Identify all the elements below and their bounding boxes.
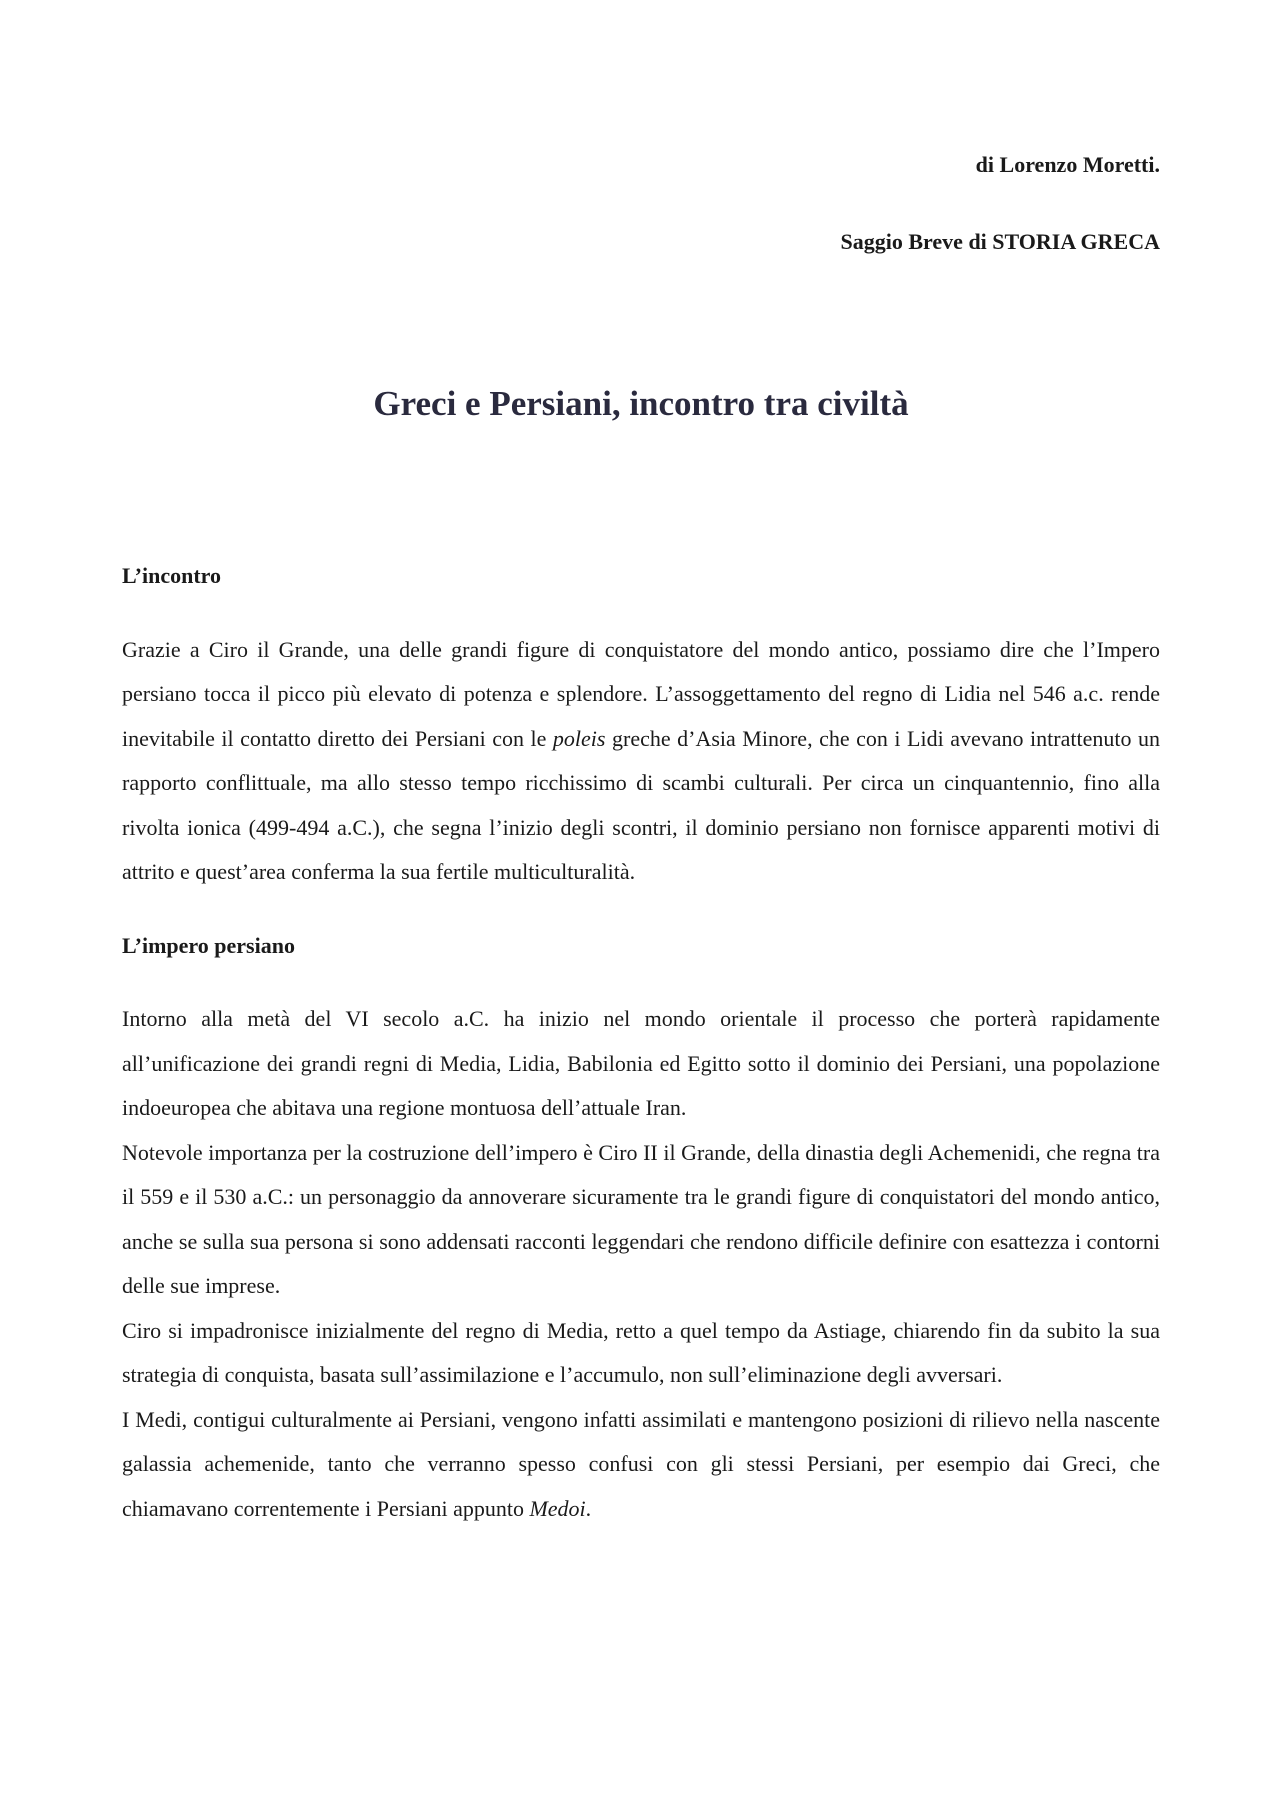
author-line: di Lorenzo Moretti. (975, 152, 1160, 177)
document-title: Greci e Persiani, incontro tra civiltà (373, 384, 909, 423)
paragraph-text: I Medi, contigui culturalmente ai Persiani, vengono infatti assimilati e mantengono posizioni di rilievo nella nascente galassia achemenide, tanto che verranno spesso confusi con gli stessi Persiani, per esempio dai Greci, che chiamavano correntemente i Persiani appunto (122, 1406, 1160, 1521)
essay-subtitle: Saggio Breve di STORIA GRECA (840, 229, 1160, 254)
italic-term-poleis: poleis (552, 725, 606, 751)
section-heading-incontro: L’incontro (122, 563, 222, 588)
paragraph-impero-4 (122, 1398, 1160, 1532)
paragraph-text: greche d’Asia Minore, che con i Lidi avevano intrattenuto un rapporto conflittuale, ma allo stesso tempo ricchissimo di scambi culturali. Per circa un cinquantennio, fino alla rivolta ionica (499-494 a.C.), che segna l’inizio degli scontri, il dominio persiano non fornisce apparenti motivi di attrito e quest’area conferma la sua fertile multiculturalità. (122, 725, 1160, 884)
paragraph-text: . (585, 1495, 592, 1521)
paragraph-text: Grazie a Ciro il Grande, una delle grandi figure di conquistatore del mondo antico, possiamo dire che l’Impero persiano tocca il picco più elevato di potenza e splendore. L’assoggettamento del regno di Lidia nel 546 a.c. rende inevitabile il contatto diretto dei Persiani con le (122, 636, 1160, 751)
section-heading-impero-persiano: L’impero persiano (122, 932, 295, 958)
paragraph-impero-2: Notevole importanza per la costruzione dell’impero è Ciro II il Grande, della dinastia degli Achemenidi, che regna tra il 559 e il 530 a.C.: un personaggio da annoverare sicuramente tra le grandi figure di conquistatori del mondo antico, anche se sulla sua persona si sono addensati racconti leggendari che rendono difficile definire con esattezza i contorni delle sue imprese. (122, 1139, 1160, 1298)
paragraph-impero-1: Intorno alla metà del VI secolo a.C. ha inizio nel mondo orientale il processo che porterà rapidamente all’unificazione dei grandi regni di Media, Lidia, Babilonia ed Egitto sotto il dominio dei Persiani, una popolazione indoeuropea che abitava una regione montuosa dell’attuale Iran. (122, 1006, 1160, 1120)
paragraph-incontro (122, 628, 1160, 895)
paragraph-impero-3: Ciro si impadronisce inizialmente del regno di Media, retto a quel tempo da Astiage, chiarendo fin da subito la sua strategia di conquista, basata sull’assimilazione e l’accumulo, non sull’eliminazione degli avversari. (122, 1317, 1160, 1387)
document-body (122, 554, 1160, 1531)
italic-term-medoi: Medoi (529, 1495, 586, 1521)
